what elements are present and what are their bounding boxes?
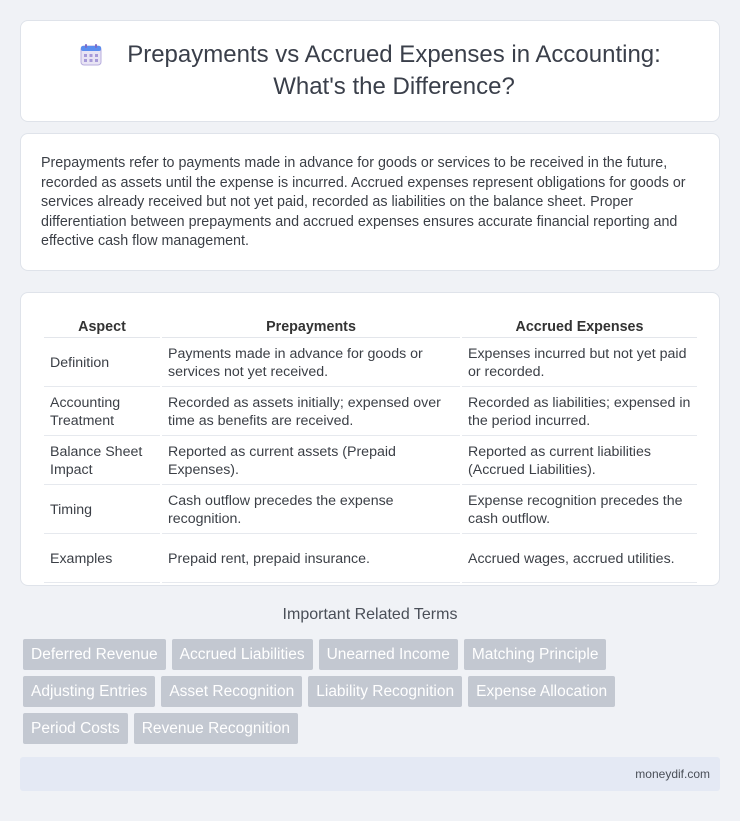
header-aspect: Aspect (44, 315, 160, 338)
row-prepayments: Cash outflow precedes the expense recognition. (162, 487, 460, 534)
table-row (44, 536, 697, 583)
row-prepayments: Reported as current assets (Prepaid Expenses). (162, 438, 460, 485)
row-prepayments: Prepaid rent, prepaid insurance. (162, 536, 460, 583)
title-card (20, 20, 720, 122)
table-header-row (44, 315, 697, 338)
header-prepayments: Prepayments (162, 315, 460, 338)
page-title-line2: What's the Difference? (273, 73, 515, 100)
row-accrued: Reported as current liabilities (Accrued Liabilities). (462, 438, 697, 485)
row-accrued: Expense recognition precedes the cash outflow. (462, 487, 697, 534)
calendar-icon (79, 43, 103, 67)
footer-site-link[interactable]: moneydif.com (635, 767, 710, 781)
tag-expense-allocation[interactable]: Expense Allocation (468, 676, 615, 707)
row-aspect: Examples (44, 536, 160, 583)
table-row (44, 340, 697, 387)
comparison-table-card (20, 292, 720, 586)
tag-period-costs[interactable]: Period Costs (23, 713, 128, 744)
row-accrued: Recorded as liabilities; expensed in the period incurred. (462, 389, 697, 436)
row-aspect: Timing (44, 487, 160, 534)
intro-card (20, 133, 720, 271)
header-accrued-expenses: Accrued Expenses (462, 315, 697, 338)
tag-deferred-revenue[interactable]: Deferred Revenue (23, 639, 166, 670)
tag-row (23, 713, 723, 744)
row-accrued: Accrued wages, accrued utilities. (462, 536, 697, 583)
tag-row (23, 676, 723, 707)
row-prepayments: Recorded as assets initially; expensed over time as benefits are received. (162, 389, 460, 436)
tag-unearned-income[interactable]: Unearned Income (319, 639, 458, 670)
tag-liability-recognition[interactable]: Liability Recognition (308, 676, 462, 707)
tag-matching-principle[interactable]: Matching Principle (464, 639, 607, 670)
title-wrap (21, 39, 719, 103)
table-row (44, 389, 697, 436)
row-accrued: Expenses incurred but not yet paid or recorded. (462, 340, 697, 387)
tag-accrued-liabilities[interactable]: Accrued Liabilities (172, 639, 313, 670)
tag-row (23, 639, 723, 670)
related-terms-title: Important Related Terms (282, 606, 458, 623)
footer (20, 757, 720, 791)
page-title-line1: Prepayments vs Accrued Expenses in Accounting: (127, 41, 661, 68)
intro-paragraph: Prepayments refer to payments made in advance for goods or services to be received in the future, recorded as assets until the expense is incurred. Accrued expenses represent obligations for goods or services already received but not yet paid, recorded as liabilities on the balance sheet. Proper differentiation between prepayments and accrued expenses ensures accurate financial reporting and effective cash flow management. (41, 155, 686, 250)
tag-asset-recognition[interactable]: Asset Recognition (161, 676, 302, 707)
comparison-table (42, 313, 699, 585)
table-row (44, 487, 697, 534)
tag-revenue-recognition[interactable]: Revenue Recognition (134, 713, 298, 744)
row-prepayments: Payments made in advance for goods or services not yet received. (162, 340, 460, 387)
table-row (44, 438, 697, 485)
row-aspect: Definition (44, 340, 160, 387)
row-aspect: Balance Sheet Impact (44, 438, 160, 485)
page-title (127, 39, 661, 103)
tag-adjusting-entries[interactable]: Adjusting Entries (23, 676, 155, 707)
related-terms-tags (23, 639, 723, 750)
row-aspect: Accounting Treatment (44, 389, 160, 436)
